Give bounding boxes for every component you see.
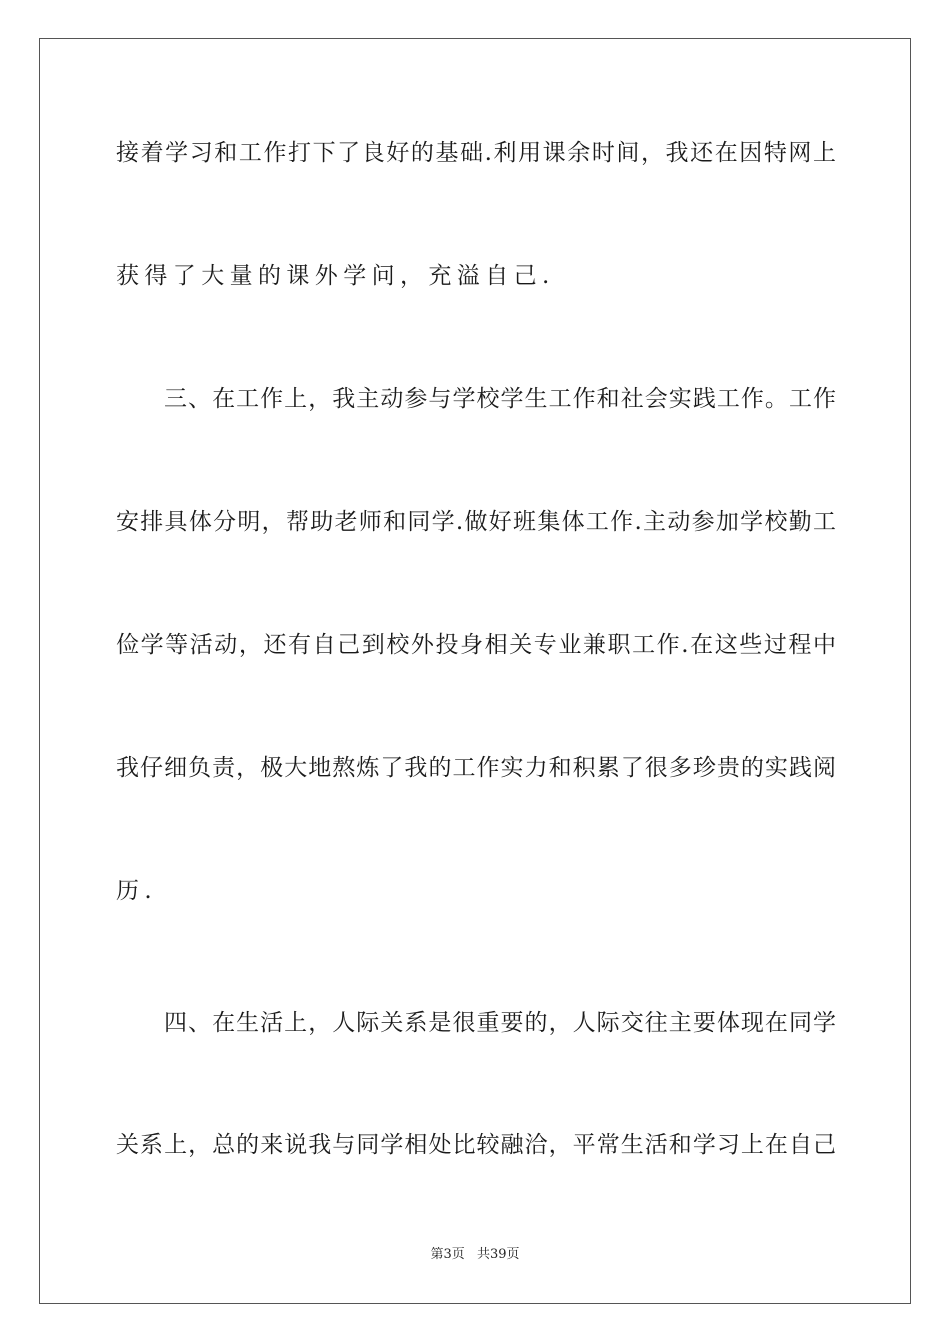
body-text-line: 俭学等活动，还有自己到校外投身相关专业兼职工作.在这些过程中 <box>116 632 836 658</box>
body-text-line: 接着学习和工作打下了良好的基础.利用课余时间，我还在因特网上 <box>116 140 836 166</box>
body-text-line: 获得了大量的课外学问，充溢自己. <box>116 263 555 289</box>
page-footer <box>0 1246 950 1264</box>
body-text-line: 我仔细负责，极大地熬炼了我的工作实力和积累了很多珍贵的实践阅 <box>116 755 836 781</box>
paragraph-four-first-line: 四、在生活上，人际关系是很重要的，人际交往主要体现在同学 <box>164 1010 836 1036</box>
page-total: 共39页 <box>476 1247 520 1262</box>
page-frame <box>39 38 911 1304</box>
body-text-line: 安排具体分明，帮助老师和同学.做好班集体工作.主动参加学校勤工 <box>116 509 836 535</box>
page-number: 第3页 <box>430 1247 465 1262</box>
body-text-line: 历. <box>116 878 158 904</box>
body-text-line: 关系上，总的来说我与同学相处比较融洽，平常生活和学习上在自己 <box>116 1132 836 1158</box>
paragraph-three-first-line: 三、在工作上，我主动参与学校学生工作和社会实践工作。工作 <box>164 386 836 412</box>
